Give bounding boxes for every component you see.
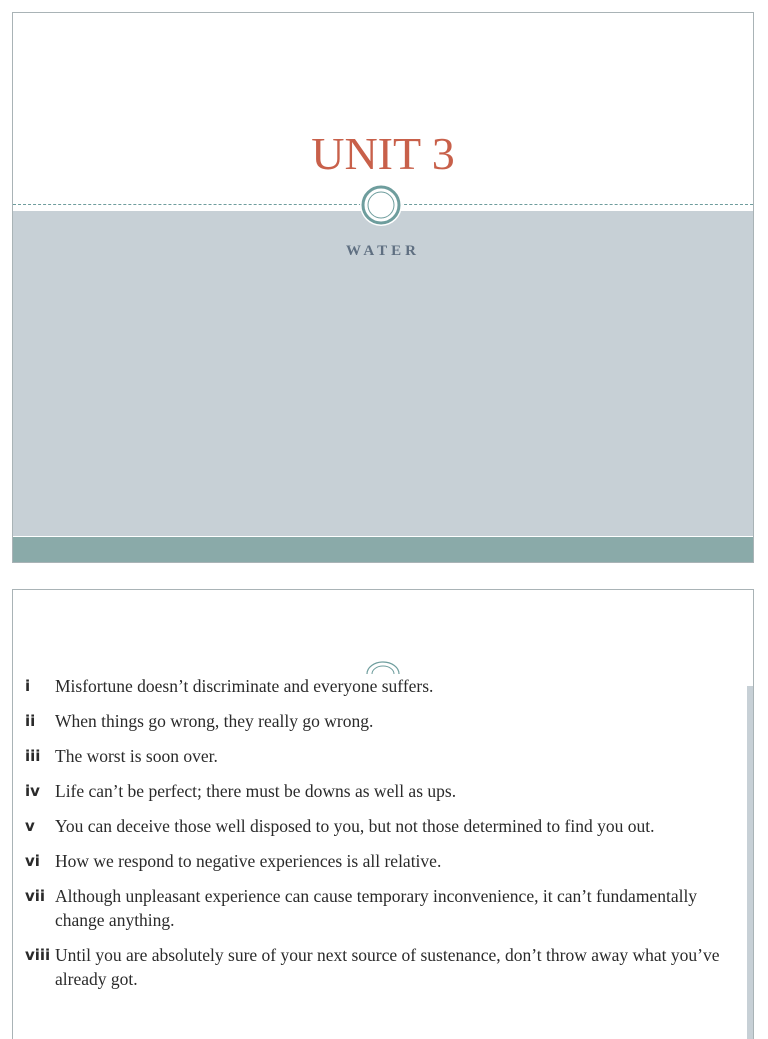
item-number: vii	[25, 887, 46, 905]
item-text: When things go wrong, they really go wrong.	[55, 711, 374, 731]
list-item	[25, 814, 737, 838]
item-number: iii	[25, 747, 41, 765]
item-text: Life can’t be perfect; there must be downs as well as ups.	[55, 781, 457, 801]
item-text: Misfortune doesn’t discriminate and everyone suffers.	[55, 676, 434, 696]
list-item	[25, 884, 737, 932]
item-number: ii	[25, 712, 36, 730]
list-item	[25, 674, 737, 698]
item-text: The worst is soon over.	[55, 746, 218, 766]
item-number: v	[25, 817, 35, 835]
list-item	[25, 849, 737, 873]
proverb-meaning-list	[25, 674, 737, 1002]
item-number: viii	[25, 946, 51, 964]
item-text: Until you are absolutely sure of your next source of sustenance, don’t throw away what you’ve already got.	[55, 945, 720, 989]
title-slide	[12, 12, 754, 563]
item-text: How we respond to negative experiences is all relative.	[55, 851, 442, 871]
item-number: vi	[25, 852, 40, 870]
content-slide	[12, 589, 754, 1039]
footer-bar	[13, 537, 753, 563]
slide-subtitle: WATER	[346, 243, 420, 259]
item-text: Although unpleasant experience can cause temporary inconvenience, it can’t fundamentally change anything.	[55, 886, 698, 930]
list-item	[25, 709, 737, 733]
list-item	[25, 943, 737, 991]
item-text: You can deceive those well disposed to you, but not those determined to find you out.	[55, 816, 655, 836]
slide-title: UNIT 3	[311, 128, 455, 179]
list-item	[25, 779, 737, 803]
item-number: i	[25, 677, 31, 695]
item-number: iv	[25, 782, 40, 800]
list-item	[25, 744, 737, 768]
title-area	[13, 13, 753, 211]
circle-ornament-icon	[359, 183, 403, 227]
side-rail	[747, 686, 753, 1039]
